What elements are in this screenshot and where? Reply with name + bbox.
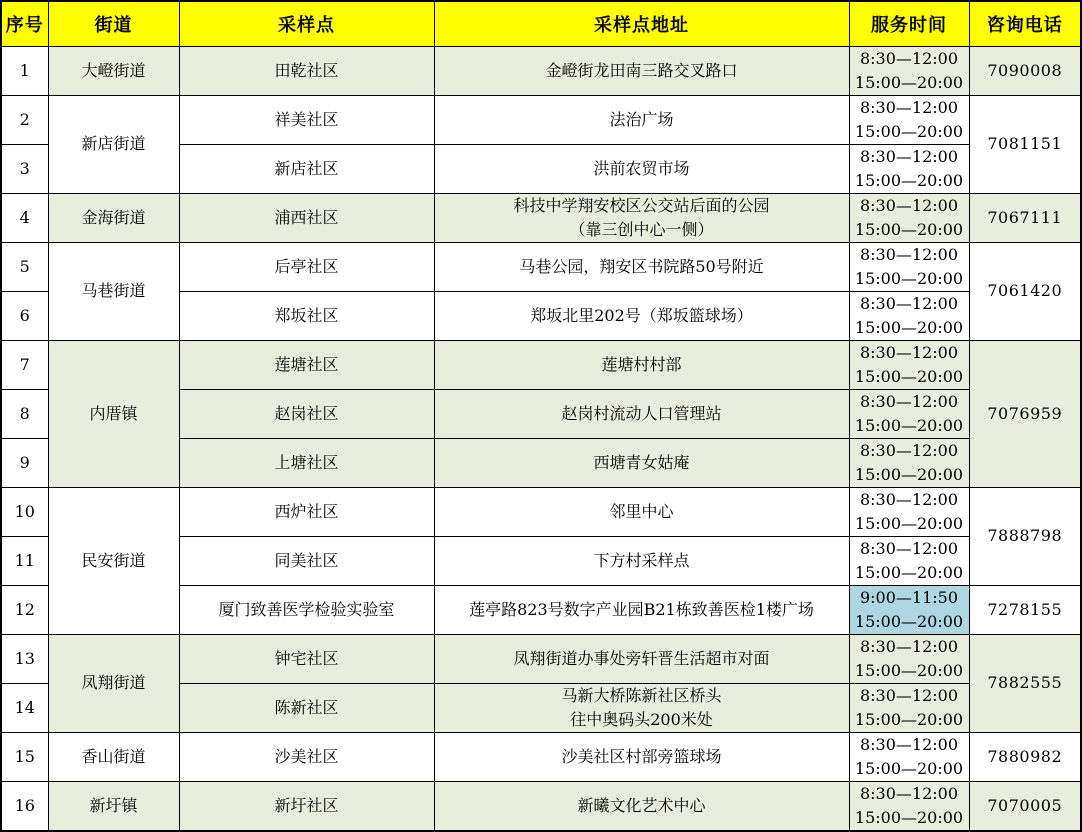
serial-cell: 9 [1, 438, 48, 487]
serial-cell: 11 [1, 536, 48, 585]
address-line: 马新大桥陈新社区桥头 [561, 686, 722, 706]
col-header-phone: 咨询电话 [969, 1, 1081, 46]
time-line: 8:30—12:00 [859, 538, 959, 558]
site-cell: 厦门致善医学检验实验室 [179, 585, 434, 634]
time-line: 15:00—20:00 [854, 268, 964, 288]
address-line: （靠三创中心一侧） [569, 219, 714, 239]
time-line: 15:00—20:00 [854, 513, 964, 533]
phone-cell: 7081151 [969, 95, 1081, 193]
phone-cell: 7888798 [969, 487, 1081, 585]
service-time-cell [849, 683, 969, 732]
serial-cell: 16 [1, 781, 48, 831]
phone-cell: 7278155 [969, 585, 1081, 634]
street-cell: 大嶝街道 [48, 46, 179, 95]
site-cell: 新店社区 [179, 144, 434, 193]
service-time-cell [849, 438, 969, 487]
site-cell: 西炉社区 [179, 487, 434, 536]
street-cell: 民安街道 [48, 487, 179, 634]
address-line: 洪前农贸市场 [593, 158, 690, 178]
phone-cell: 7067111 [969, 193, 1081, 242]
street-cell: 新圩镇 [48, 781, 179, 831]
table-body [1, 46, 1081, 831]
address-cell [434, 732, 849, 781]
table-row [1, 193, 1081, 242]
time-line: 15:00—20:00 [854, 72, 964, 92]
serial-cell: 8 [1, 389, 48, 438]
col-header-street: 街道 [48, 1, 179, 46]
street-cell: 香山街道 [48, 732, 179, 781]
service-time-cell [849, 585, 969, 634]
street-cell: 新店街道 [48, 95, 179, 193]
phone-cell: 7070005 [969, 781, 1081, 831]
phone-cell: 7090008 [969, 46, 1081, 95]
site-cell: 郑坂社区 [179, 291, 434, 340]
site-cell: 同美社区 [179, 536, 434, 585]
street-cell: 内厝镇 [48, 340, 179, 487]
table-row [1, 781, 1081, 831]
address-line: 莲亭路823号数字产业园B21栋致善医检1楼广场 [469, 599, 814, 619]
table-row [1, 95, 1081, 144]
time-line: 15:00—20:00 [854, 415, 964, 435]
time-line: 8:30—12:00 [859, 97, 959, 117]
time-line: 9:00—11:50 [859, 587, 959, 607]
site-cell: 上塘社区 [179, 438, 434, 487]
time-line: 15:00—20:00 [854, 170, 964, 190]
time-line: 15:00—20:00 [854, 562, 964, 582]
address-cell [434, 46, 849, 95]
service-time-cell [849, 193, 969, 242]
serial-cell: 4 [1, 193, 48, 242]
serial-cell: 1 [1, 46, 48, 95]
time-line: 15:00—20:00 [854, 660, 964, 680]
address-cell [434, 634, 849, 683]
site-cell: 祥美社区 [179, 95, 434, 144]
col-header-address: 采样点地址 [434, 1, 849, 46]
serial-cell: 3 [1, 144, 48, 193]
address-cell [434, 536, 849, 585]
serial-cell: 2 [1, 95, 48, 144]
time-line: 15:00—20:00 [854, 758, 964, 778]
service-time-cell [849, 732, 969, 781]
service-time-cell [849, 634, 969, 683]
serial-cell: 6 [1, 291, 48, 340]
time-line: 15:00—20:00 [854, 807, 964, 827]
site-cell: 沙美社区 [179, 732, 434, 781]
time-line: 15:00—20:00 [854, 709, 964, 729]
col-header-time: 服务时间 [849, 1, 969, 46]
street-cell: 凤翔街道 [48, 634, 179, 732]
site-cell: 莲塘社区 [179, 340, 434, 389]
address-cell [434, 144, 849, 193]
site-cell: 新圩社区 [179, 781, 434, 831]
table-row [1, 634, 1081, 683]
address-line: 往中奥码头200米处 [570, 709, 713, 729]
time-line: 8:30—12:00 [859, 195, 959, 215]
serial-cell: 14 [1, 683, 48, 732]
site-cell: 陈新社区 [179, 683, 434, 732]
time-line: 8:30—12:00 [859, 244, 959, 264]
time-line: 8:30—12:00 [859, 48, 959, 68]
address-line: 法治广场 [609, 109, 674, 129]
address-line: 郑坂北里202号（郑坂篮球场） [530, 305, 753, 325]
service-time-cell [849, 340, 969, 389]
time-line: 15:00—20:00 [854, 317, 964, 337]
time-line: 15:00—20:00 [854, 121, 964, 141]
phone-cell: 7880982 [969, 732, 1081, 781]
col-header-serial: 序号 [1, 1, 48, 46]
site-cell: 钟宅社区 [179, 634, 434, 683]
service-time-cell [849, 536, 969, 585]
address-cell [434, 487, 849, 536]
address-cell [434, 585, 849, 634]
time-line: 15:00—20:00 [854, 611, 964, 631]
service-time-cell [849, 144, 969, 193]
time-line: 8:30—12:00 [859, 734, 959, 754]
serial-cell: 15 [1, 732, 48, 781]
address-line: 科技中学翔安校区公交站后面的公园 [513, 196, 770, 216]
service-time-cell [849, 95, 969, 144]
service-time-cell [849, 781, 969, 831]
serial-cell: 7 [1, 340, 48, 389]
address-cell [434, 389, 849, 438]
time-line: 8:30—12:00 [859, 440, 959, 460]
address-line: 马巷公园，翔安区书院路50号附近 [519, 256, 764, 276]
address-line: 凤翔街道办事处旁轩晋生活超市对面 [513, 648, 770, 668]
time-line: 8:30—12:00 [859, 489, 959, 509]
time-line: 8:30—12:00 [859, 636, 959, 656]
site-cell: 后亭社区 [179, 242, 434, 291]
address-cell [434, 242, 849, 291]
address-line: 沙美社区村部旁篮球场 [561, 746, 722, 766]
phone-cell: 7076959 [969, 340, 1081, 487]
address-cell [434, 291, 849, 340]
address-line: 赵岗村流动人口管理站 [561, 403, 722, 423]
address-cell [434, 683, 849, 732]
address-cell [434, 95, 849, 144]
time-line: 8:30—12:00 [859, 685, 959, 705]
site-cell: 田乾社区 [179, 46, 434, 95]
street-cell: 金海街道 [48, 193, 179, 242]
serial-cell: 12 [1, 585, 48, 634]
time-line: 15:00—20:00 [854, 366, 964, 386]
address-line: 邻里中心 [609, 501, 674, 521]
time-line: 8:30—12:00 [859, 293, 959, 313]
address-cell [434, 781, 849, 831]
service-time-cell [849, 242, 969, 291]
service-time-cell [849, 487, 969, 536]
time-line: 8:30—12:00 [859, 342, 959, 362]
col-header-site: 采样点 [179, 1, 434, 46]
site-cell: 浦西社区 [179, 193, 434, 242]
header-row [1, 1, 1081, 46]
street-cell: 马巷街道 [48, 242, 179, 340]
service-time-cell [849, 389, 969, 438]
time-line: 8:30—12:00 [859, 146, 959, 166]
phone-cell: 7882555 [969, 634, 1081, 732]
table-row [1, 340, 1081, 389]
address-line: 莲塘村村部 [601, 354, 682, 374]
address-line: 新曦文化艺术中心 [577, 795, 706, 815]
site-cell: 赵岗社区 [179, 389, 434, 438]
table-row [1, 732, 1081, 781]
serial-cell: 5 [1, 242, 48, 291]
service-time-cell [849, 291, 969, 340]
address-cell [434, 438, 849, 487]
time-line: 8:30—12:00 [859, 391, 959, 411]
address-cell [434, 193, 849, 242]
address-line: 金嶝街龙田南三路交叉路口 [545, 60, 738, 80]
time-line: 15:00—20:00 [854, 219, 964, 239]
table-row [1, 46, 1081, 95]
table-row [1, 487, 1081, 536]
time-line: 15:00—20:00 [854, 464, 964, 484]
phone-cell: 7061420 [969, 242, 1081, 340]
address-line: 西塘青女姑庵 [593, 452, 690, 472]
serial-cell: 13 [1, 634, 48, 683]
table-row [1, 242, 1081, 291]
service-time-cell [849, 46, 969, 95]
address-cell [434, 340, 849, 389]
serial-cell: 10 [1, 487, 48, 536]
time-line: 8:30—12:00 [859, 783, 959, 803]
address-line: 下方村采样点 [593, 550, 690, 570]
